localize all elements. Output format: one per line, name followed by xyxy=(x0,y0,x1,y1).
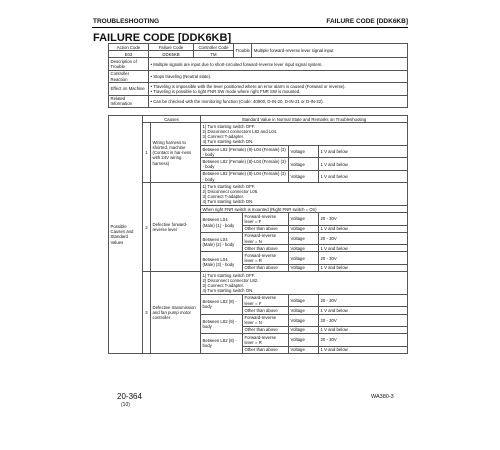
measure-value: 1 V and below xyxy=(319,225,408,232)
measure-type: Voltage xyxy=(289,213,319,225)
model-name: WA380-3 xyxy=(371,394,394,400)
causes-table xyxy=(108,115,408,354)
effect-text: • Traveling is impossible with the lever positioned where an error alarm is caused (Forward or reverse). • Traveling is possible to right FNR SW mode where right FNR SW is mounted. xyxy=(149,83,408,95)
measure-condition: Forward-reverse lever = R xyxy=(243,252,289,264)
cause-label: Defective transmission and fan pump motor controller xyxy=(151,272,201,354)
measure-type: Voltage xyxy=(289,307,319,314)
related-info-label: Related Information xyxy=(109,95,149,107)
measure-type: Voltage xyxy=(289,225,319,232)
measure-value: 1 V and below xyxy=(319,146,408,158)
action-code-value: E03 xyxy=(109,51,149,58)
measure-value: 20 - 30V xyxy=(319,232,408,244)
page-revision: (10) xyxy=(121,402,130,408)
related-info-text: • Can be checked with the monitoring function (Code: 40900, D-IN-20, D-IN-21 or D-IN-22). xyxy=(149,95,408,107)
cause-label: Wiring harness to shorted, machine (Contact in har-ness with 24V wiring harness) xyxy=(151,123,201,183)
measure-point: Between L82 (Female) (8)-L04 (Female) (3) - body xyxy=(201,146,289,158)
cause-label: Defective forward-reverse lever xyxy=(151,183,201,272)
measure-point: Between L82 (8) - body xyxy=(201,294,243,314)
reaction-text: • Stops traveling (Neutral state). xyxy=(149,70,408,82)
measure-type: Voltage xyxy=(289,146,319,158)
measure-value: 20 - 30V xyxy=(319,314,408,326)
measure-point: Between L82 (9) - body xyxy=(201,314,243,334)
measure-point: Between L82 (Female) (8)-L04 (Female) (3) - body xyxy=(201,158,289,170)
failure-code-header: Failure Code xyxy=(149,44,194,51)
controller-code-header: Controller Code xyxy=(194,44,234,51)
page-title: FAILURE CODE [DDK6KB] xyxy=(93,32,232,44)
measure-value: 1 V and below xyxy=(319,307,408,314)
measure-type: Voltage xyxy=(289,346,319,353)
measure-type: Voltage xyxy=(289,334,319,346)
measure-type: Voltage xyxy=(289,158,319,170)
cause-number: 1 xyxy=(143,123,151,183)
cause-number: 2 xyxy=(143,183,151,272)
cause-procedure: 1) Turn starting switch OFF. 2) Disconnect connector L06. 3) Connect T-adapter. 4) Turn starting switch ON. xyxy=(201,183,408,206)
measure-value: 20 - 30V xyxy=(319,294,408,306)
effect-label: Effect on Machine xyxy=(109,83,149,95)
cause-number: 3 xyxy=(143,272,151,354)
measure-type: Voltage xyxy=(289,232,319,244)
measure-type: Voltage xyxy=(289,264,319,271)
measure-value: 1 V and below xyxy=(319,245,408,252)
measure-condition: Forward-reverse lever = N xyxy=(243,314,289,326)
measure-value: 1 V and below xyxy=(319,326,408,333)
measure-type: Voltage xyxy=(289,314,319,326)
trouble-label: Trouble xyxy=(234,44,252,58)
measure-condition: Other than above xyxy=(243,307,289,314)
measure-condition: Other than above xyxy=(243,264,289,271)
measure-condition: Forward-reverse lever = R xyxy=(243,334,289,346)
measure-condition: Other than above xyxy=(243,225,289,232)
header-failure-code: FAILURE CODE [DDK6KB] xyxy=(326,18,408,25)
measure-value: 1 V and below xyxy=(319,170,408,182)
trouble-text: Multiple forward-reverse lever signal input xyxy=(252,44,408,58)
measure-point: Between L04 (Male) (2) - body xyxy=(201,232,243,252)
failure-code-value: DDK6KB xyxy=(149,51,194,58)
measure-point: Between L04 (Male) (1) - body xyxy=(201,213,243,233)
header-section-label: TROUBLESHOOTING xyxy=(93,18,160,25)
failure-info-table xyxy=(108,43,408,108)
measure-type: Voltage xyxy=(289,252,319,264)
measure-type: Voltage xyxy=(289,245,319,252)
measure-condition: Forward-reverse lever = F xyxy=(243,294,289,306)
possible-causes-label: Possible Causes and Standard Values xyxy=(109,116,143,354)
standard-value-header: Standard Value in Normal State and Remarks on Troubleshooting xyxy=(201,116,408,123)
measure-condition: Other than above xyxy=(243,346,289,353)
measure-point: Between L04 (Male) (3) - body xyxy=(201,252,243,272)
page-number: 20-364 xyxy=(117,392,142,401)
controller-code-value: TM xyxy=(194,51,234,58)
measure-value: 1 V and below xyxy=(319,346,408,353)
measure-value: 20 - 30V xyxy=(319,213,408,225)
measure-type: Voltage xyxy=(289,170,319,182)
measure-value: 1 V and below xyxy=(319,158,408,170)
measure-type: Voltage xyxy=(289,294,319,306)
measure-condition: Forward-reverse lever = N xyxy=(243,232,289,244)
measure-condition: Other than above xyxy=(243,326,289,333)
measure-value: 20 - 30V xyxy=(319,334,408,346)
action-code-header: Action Code xyxy=(109,44,149,51)
measure-value: 20 - 30V xyxy=(319,252,408,264)
cause-note: When right FNR switch is mounted (Right FNR switch = On) xyxy=(201,206,408,213)
cause-procedure: 1) Turn starting switch OFF. 2) Disconnect connector L82. 3) Connect T-adapter. 4) Turn starting switch ON. xyxy=(201,272,408,295)
measure-type: Voltage xyxy=(289,326,319,333)
reaction-label: Controller Reaction xyxy=(109,70,149,82)
measure-condition: Other than above xyxy=(243,245,289,252)
measure-point: Between L82 (Female) (8)-L04 (Female) (3) - body xyxy=(201,170,289,182)
description-label: Description of Trouble xyxy=(109,58,149,70)
causes-header: Causes xyxy=(143,116,201,123)
description-text: • Multiple signals are input due to short-circuited forward-reverse lever input signal system. xyxy=(149,58,408,70)
measure-point: Between L82 (8) - body xyxy=(201,334,243,354)
measure-condition: Forward-reverse lever = F xyxy=(243,213,289,225)
header-divider xyxy=(92,27,408,28)
measure-value: 1 V and below xyxy=(319,264,408,271)
cause-procedure: 1) Turn starting switch OFF. 2) Disconnect connectors L82 and L04. 3) Connect T-adapter. 4) Turn starting switch ON. xyxy=(201,123,408,146)
